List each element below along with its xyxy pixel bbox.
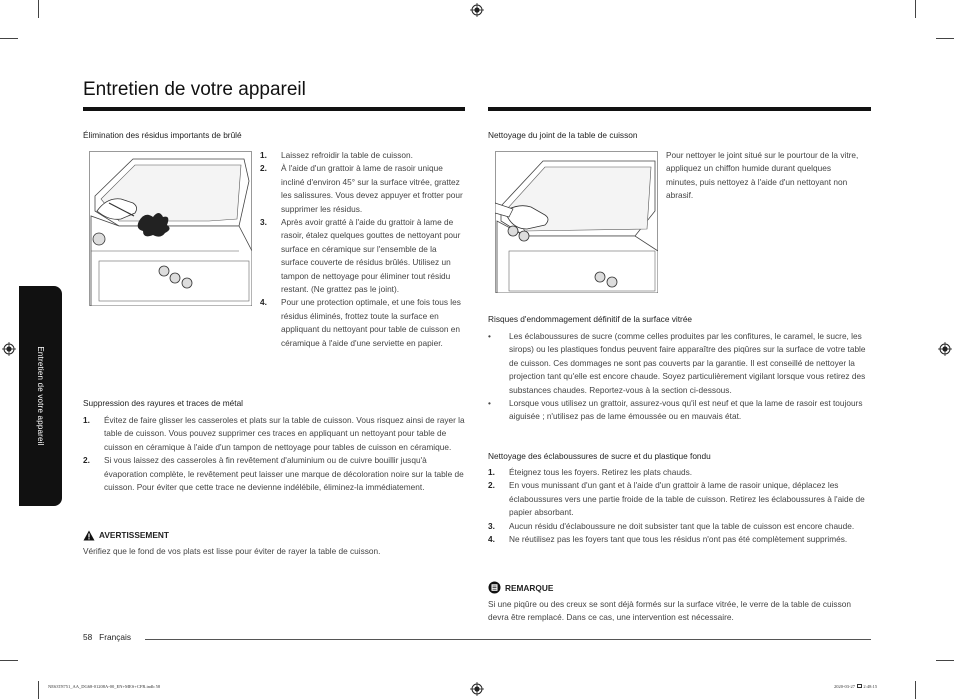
crop-mark (0, 38, 18, 39)
list-item (260, 296, 465, 350)
bullet-text: Les éclaboussures de sucre (comme celles produites par les confitures, le caramel, le sucre, les sirops) ou les plastiques fondus peuvent faire apparaître des piqûres sur la surface de votre table de cuisson. Ces dommages ne sont pas couverts par la garantie. Il est conseillé de nettoyer la projection tant qu'elle est encore chaude. Soyez particulièrement vigilant lorsque vous retirez des substances chaudes. Reportez-vous à la section ci-dessous. (509, 331, 866, 395)
step-number: 1. (83, 415, 90, 425)
warning-label-row (83, 529, 169, 541)
list-item (488, 479, 871, 519)
step-text: Si vous laissez des casseroles à fin revêtement d'aluminium ou de cuivre bouillir jusqu'à évaporation complète, le revêtement peut laisser une marque de décoloration noire sur la table de cuisson. Pour éviter que cette trace ne devienne indélébile, éliminez-la immédiatement. (104, 455, 464, 493)
side-tab (19, 286, 62, 506)
print-slug: NE63T8751_AA_DG68-01208A-00_EN+MES+CFR.indb 58 (48, 684, 161, 689)
crop-mark (936, 660, 954, 661)
section-heading: Risques d'endommagement définitif de la surface vitrée (488, 314, 693, 324)
calendar-icon (857, 684, 862, 688)
step-text: Après avoir gratté à l'aide du grattoir à lame de rasoir, étalez quelques gouttes de nettoyant pour surface en céramique sur l'ensemble de la surface couverte de résidus brûlés. Utilisez un tampon de nettoyage pour éliminer tout résidu restant. (Ne grattez pas le joint). (281, 217, 461, 295)
list-item (83, 414, 465, 454)
step-number: 3. (260, 217, 267, 228)
note-label-row (488, 581, 553, 594)
note-label: REMARQUE (505, 582, 554, 593)
section-heading: Nettoyage des éclaboussures de sucre et du plastique fondu (488, 451, 711, 461)
footer (83, 631, 131, 644)
bullet-icon: • (488, 398, 491, 409)
registration-mark-icon (470, 3, 484, 17)
step-number: 2. (260, 163, 267, 174)
bullets-list (488, 330, 871, 424)
crop-mark (0, 660, 18, 661)
step-text: Ne réutilisez pas les foyers tant que tous les résidus n'ont pas été complètement supprimés. (509, 534, 848, 545)
note-text: Si une piqûre ou des creux se sont déjà formés sur la surface vitrée, le verre de la table de cuisson devra être remplacé. Dans ce cas, une intervention est nécessaire. (488, 599, 851, 623)
slug-date: 2020-03-27 (834, 684, 855, 689)
cooktop-scraping-illustration (89, 151, 252, 306)
step-text: Évitez de faire glisser les casseroles et plats sur la table de cuisson. Vous risquez ainsi de rayer la table de cuisson. Vous pouvez supprimer ces traces en appliquant un nettoyant pour table de cuisson en céramique à l'aide d'un tampon de nettoyage pour tables de cuisson en céramique. (104, 415, 465, 452)
language-label: Français (99, 632, 131, 642)
steps-list (83, 414, 465, 494)
note-icon (488, 581, 501, 594)
page-number: 58 (83, 632, 93, 642)
crop-mark (936, 38, 954, 39)
cooktop-gasket-illustration (495, 151, 658, 293)
print-date (834, 684, 877, 689)
warning-triangle-icon (83, 530, 95, 541)
step-number: 1. (260, 150, 267, 160)
page-title: Entretien de votre appareil (83, 79, 306, 100)
step-text: En vous munissant d'un gant et à l'aide d'un grattoir à lame de rasoir unique, déplacez les éclaboussures vers une partie froide de la table de cuisson. Retirez les éclaboussures à l'aide de papier absorbant. (509, 480, 865, 518)
registration-mark-icon (2, 342, 16, 356)
step-text: Aucun résidu d'éclaboussure ne doit subsister tant que la table de cuisson est encore chaude. (509, 520, 855, 531)
step-number: 2. (488, 480, 495, 491)
step-number: 1. (488, 467, 495, 477)
step-text: À l'aide d'un grattoir à lame de rasoir unique incliné d'environ 45° sur la surface vitrée, grattez les salissures. Vous devez appuyer et frotter pour supprimer les résidus. (281, 163, 463, 214)
list-item (488, 397, 871, 424)
bullet-text: Lorsque vous utilisez un grattoir, assurez-vous qu'il est neuf et que la lame de rasoir est toujours aiguisée ; n'utilisez pas de lame émoussée ou en mauvais état. (509, 398, 863, 422)
crop-mark (38, 681, 39, 699)
list-item (260, 149, 465, 162)
registration-mark-icon (470, 682, 484, 696)
crop-mark (915, 0, 916, 18)
crop-mark (38, 0, 39, 18)
bullet-icon: • (488, 331, 491, 341)
crop-mark (915, 681, 916, 699)
section-heading: Nettoyage du joint de la table de cuisson (488, 130, 638, 140)
warning-text: Vérifiez que le fond de vos plats est lisse pour éviter de rayer la table de cuisson. (83, 546, 381, 556)
title-rule-right (488, 107, 871, 111)
step-number: 2. (83, 455, 90, 466)
list-item (83, 454, 465, 494)
list-item (488, 520, 871, 533)
slug-time: 2:48:15 (863, 684, 878, 689)
steps-list (260, 149, 465, 350)
list-item (488, 466, 871, 479)
step-number: 3. (488, 520, 495, 531)
step-number: 4. (488, 534, 495, 545)
list-item (260, 216, 465, 296)
list-item (260, 162, 465, 216)
list-item (488, 330, 871, 397)
section-heading: Élimination des résidus importants de brûlé (83, 130, 242, 140)
step-text: Laissez refroidir la table de cuisson. (281, 150, 413, 160)
gasket-text: Pour nettoyer le joint situé sur le pourtour de la vitre, appliquez un chiffon humide durant quelques minutes, puis nettoyez à l'aide d'un nettoyant non abrasif. (666, 150, 859, 201)
title-rule-left (83, 107, 465, 111)
step-number: 4. (260, 297, 267, 308)
warning-label: AVERTISSEMENT (99, 530, 169, 540)
section-heading: Suppression des rayures et traces de métal (83, 398, 244, 408)
steps-list (488, 466, 871, 546)
footer-rule (145, 639, 871, 640)
step-text: Éteignez tous les foyers. Retirez les plats chauds. (509, 467, 693, 477)
registration-mark-icon (938, 342, 952, 356)
step-text: Pour une protection optimale, et une fois tous les résidus éliminés, frottez toute la surface en appliquant du nettoyant pour table de cuisson en céramique à l'aide d'une serviette en papier. (281, 297, 461, 348)
list-item (488, 533, 871, 546)
side-tab-label: Entretien de votre appareil (36, 346, 45, 446)
